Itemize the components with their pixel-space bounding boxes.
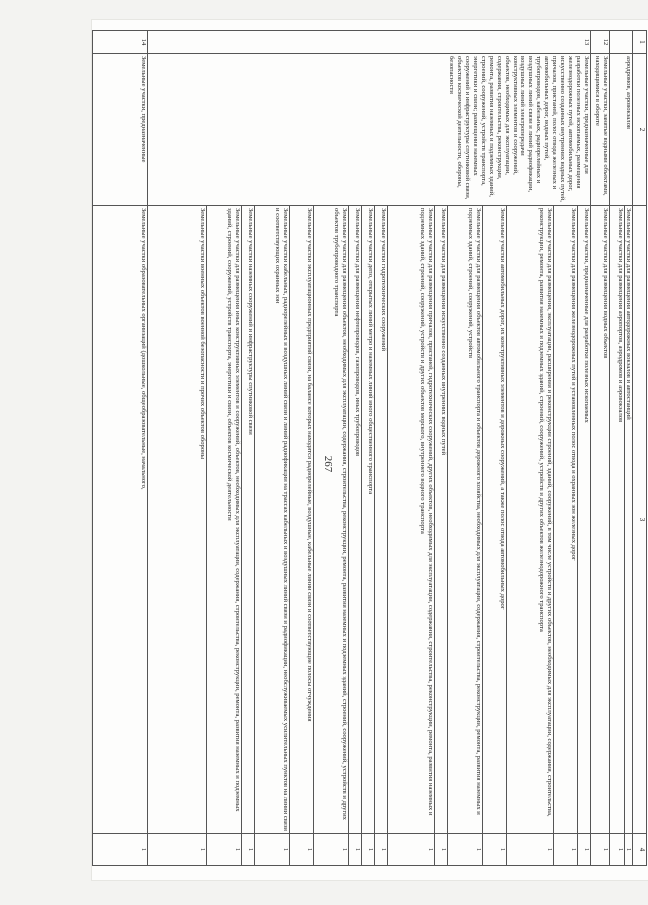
item-value: 1 [254, 834, 289, 865]
header-col-1: 1 [633, 31, 647, 54]
row-values [148, 834, 591, 866]
item-text: Земельные участки гидротехнических сооружений [374, 206, 387, 833]
item-value: 1 [553, 834, 577, 865]
item-value: 1 [616, 847, 624, 852]
item-text: Земельные участки для размещения объектов автомобильного транспорта и объектов дорожного хозяйства, необходимых для эксплуатации, содержания, строительства, реконструкции, ремонта, развития наземных и подземных зданий, строений, сооружений, устройств [447, 206, 482, 833]
item-text: Земельные участки для размещения автодорожных вокзалов и автостанций [624, 206, 633, 833]
row-category: Земельные участки, предназначенные [93, 54, 148, 206]
item-text: Земельные участки военных объектов военной безопасности и прочих объектов обороны [198, 208, 206, 460]
land-use-table [92, 30, 647, 866]
item-text: Земельные участки депо, открытых линий метро и наземных линий иного общественного транспорта [361, 206, 374, 833]
row-items [609, 206, 633, 834]
item-text: Земельные участки автомобильных дорог, их конструктивных элементов и дорожных сооружений, а также полос отвода автомобильных дорог [482, 206, 506, 833]
row-number: 14 [93, 31, 148, 54]
row-category: аэродромов, аэровокзалов [609, 54, 633, 206]
table-row-14 [93, 31, 148, 866]
row-values [609, 834, 633, 866]
item-text: Земельные участки для размещения железнодорожных путей и установленных полос отвода и охранных зон железных дорог [553, 206, 577, 833]
row-category: Земельные участки, занятые водными объектами, находящимися в обороте [590, 54, 609, 206]
item-text: Земельные участки наземных сооружений и инфраструктуры спутниковой связи [241, 206, 254, 833]
table-row-13 [148, 31, 591, 866]
page-number: 267 [322, 455, 334, 473]
item-text: Земельные участки для размещения водных объектов [590, 206, 609, 834]
row-items [148, 206, 591, 834]
table-header-row [633, 31, 647, 866]
item-value: 1 [577, 834, 590, 865]
row-number: 12 [590, 31, 609, 54]
item-value: 1 [241, 834, 254, 865]
table-row-12 [590, 31, 609, 866]
item-value: 1 [198, 847, 206, 852]
item-text: Земельные участки для размещения объектов, необходимых для эксплуатации, содержания, строительства, реконструкции, ремонта, развития наземных и подземных зданий, строений, сооружений, устройств и других объектов трубопроводного транспорта [313, 206, 348, 833]
land-use-table-container [92, 30, 647, 865]
item-value: 1 [447, 834, 482, 865]
rotated-page-area [92, 30, 647, 865]
table-row-continued [609, 31, 633, 866]
item-value: 1 [348, 834, 361, 865]
item-value: 1 [361, 834, 374, 865]
item-text: Земельные участки кабельных, радиорелейных и воздушных линий связи и линий радиофикации на трассах кабельных и воздушных линий связи и радиофикации, необслуживаемых усилительных пунктов на линии связи и соответствующих охранных зон [254, 206, 289, 833]
item-value: 1 [482, 834, 506, 865]
item-text: Земельные участки для размещения причалов, пристаней, гидротехнических сооружений, других объектов, необходимых для эксплуатации, содержания, строительства, реконструкции, ремонта, развития наземных и подземных зданий, строений, сооружений, устройств и других объектов морского, внутреннего водного транспорта [387, 206, 434, 833]
header-col-3: 3 [633, 206, 647, 834]
item-value: 1 [387, 834, 434, 865]
item-value: 1 [206, 834, 241, 865]
row-category: Земельные участки, предназначенные для разработки полезных ископаемых, размещения железнодорожных путей, автомобильных дорог, искусственно созданных внутренних водных путей, причалов, пристаней, полос отвода железных и автомобильных дорог, водных путей, трубопроводов, кабельных, радиорелейных и воздушных линий связи и линий радиофикации, воздушных линий электропередачи конструктивных элементов и сооружений, объектов, необходимых для эксплуатации, содержания, строительства, реконструкции, ремонта, развития наземных и подземных зданий, строений, сооружений, устройств транспорта, энергетики и связи; размещения наземных сооружений и инфраструктуры спутниковой связи, объектов космической деятельности, обороны, безопасности [148, 54, 591, 206]
item-text: Земельные участки эксплуатационных предприятий связи, на балансе которых находятся радиорелейные, воздушные, кабельные линии связи и соответствующие полосы отчуждения [289, 206, 313, 833]
item-value: 1 [434, 834, 447, 865]
item-value: 1 [506, 834, 553, 865]
header-col-2: 2 [633, 54, 647, 206]
item-value: 1 [313, 834, 348, 865]
item-value: 1 [374, 834, 387, 865]
row-number [609, 31, 633, 54]
item-text: Земельные участки образовательных организаций (дошкольные, общеобразовательные, начального, [93, 206, 148, 834]
item-text: Земельные участки для размещения аэропортов, аэродромов и аэровокзалов [616, 208, 624, 423]
item-text: Земельные участки для размещения нефтепроводов, газопроводов, иных трубопроводов [348, 206, 361, 833]
item-text: Земельные участки для размещения искусственно созданных внутренних водных путей [434, 206, 447, 833]
header-col-4: 4 [633, 834, 647, 866]
item-value: 1 [289, 834, 313, 865]
row-number: 13 [148, 31, 591, 54]
item-value: 1 [590, 834, 609, 866]
item-text: Земельные участки для размещения иных конструктивных элементов и сооружений, объектов, необходимых для эксплуатации, содержания, строительства, реконструкции, ремонта, развития наземных и подземных зданий, строений, сооружений, устройств транспорта, энергетики и связи, объектов космической деятельности [206, 206, 241, 833]
item-text: Земельные участки для размещения, эксплуатации, расширения и реконструкции строений, зданий, сооружений, в том числе устройств и других объектов, необходимых для эксплуатации, содержания, строительства, реконструкции, ремонта, развития наземных и подземных зданий, строений, сооружений, устройств и других объектов железнодорожного транспорта [506, 206, 553, 833]
item-value: 1 [624, 834, 633, 865]
item-text: Земельные участки, предназначенные для разработки полезных ископаемых [577, 206, 590, 833]
item-value: 1 [93, 834, 148, 866]
